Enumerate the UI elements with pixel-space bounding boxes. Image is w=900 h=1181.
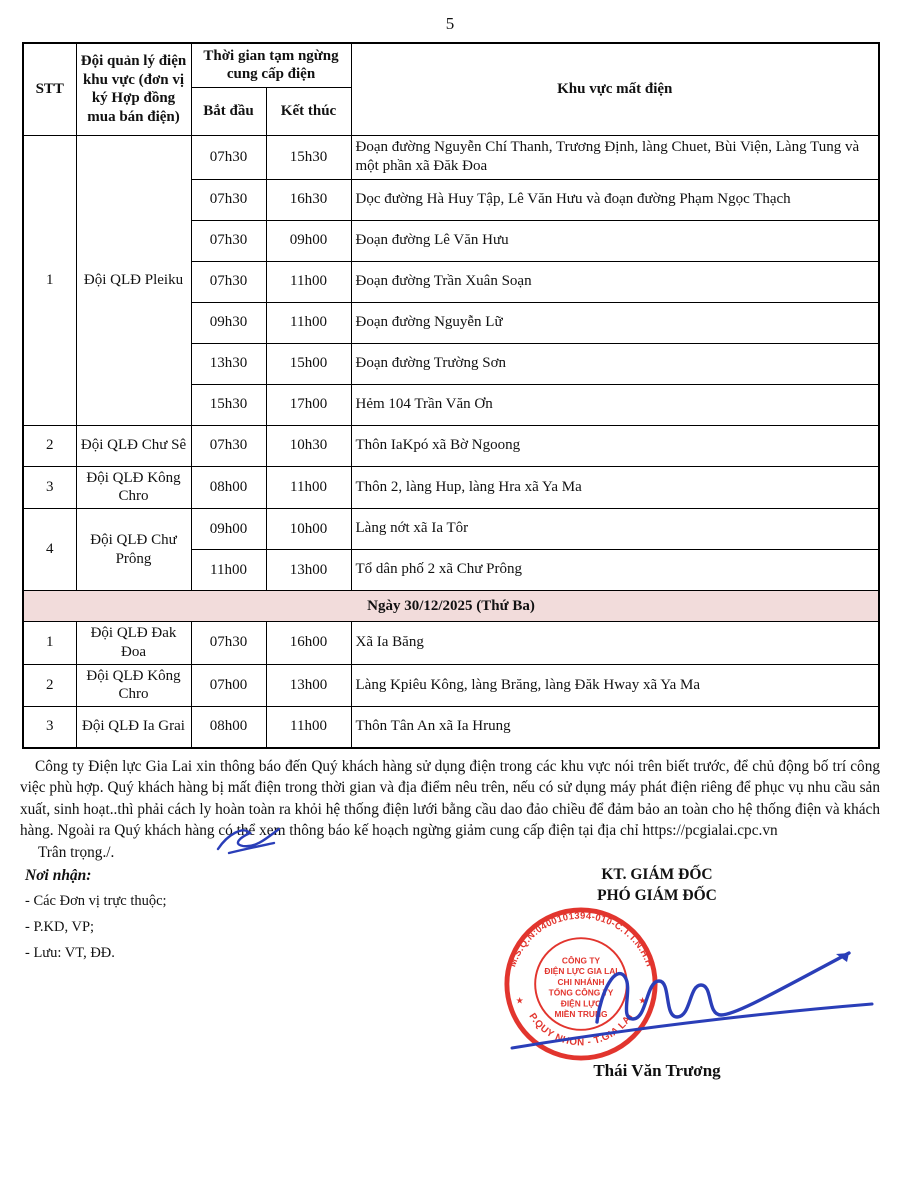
start-time-cell: 07h30	[191, 261, 266, 302]
area-cell: Thôn 2, làng Hup, làng Hra xã Ya Ma	[351, 466, 879, 509]
stt-cell: 1	[23, 622, 76, 665]
stamp-star-right: ★	[638, 995, 647, 1006]
outage-schedule-table	[22, 42, 880, 749]
start-time-cell: 09h30	[191, 302, 266, 343]
stt-cell: 1	[23, 135, 76, 425]
table-row	[23, 135, 879, 179]
start-time-cell: 07h00	[191, 664, 266, 707]
stt-cell: 4	[23, 509, 76, 591]
end-time-cell: 15h00	[266, 343, 351, 384]
area-cell: Tổ dân phố 2 xã Chư Prông	[351, 550, 879, 591]
start-time-cell: 07h30	[191, 220, 266, 261]
table-row	[23, 509, 879, 550]
area-cell: Đoạn đường Nguyễn Chí Thanh, Trương Định, làng Chuet, Bùi Viện, Làng Tung và một phần xã Đăk Đoa	[351, 135, 879, 179]
svg-text:ĐIỆN LỰC: ĐIỆN LỰC	[560, 998, 602, 1009]
area-cell: Đoạn đường Lê Văn Hưu	[351, 220, 879, 261]
signer-position-2: PHÓ GIÁM ĐỐC	[597, 887, 717, 905]
date-header-row	[23, 591, 879, 622]
signer-position-1: KT. GIÁM ĐỐC	[601, 866, 713, 884]
unit-cell: Đội QLĐ Chư Sê	[76, 425, 191, 466]
end-time-cell: 09h00	[266, 220, 351, 261]
table-header	[23, 43, 879, 135]
table-row	[23, 622, 879, 665]
stt-cell: 3	[23, 466, 76, 509]
svg-text:CHI NHÁNH: CHI NHÁNH	[557, 977, 605, 988]
svg-text:TỔNG CÔNG TY: TỔNG CÔNG TY	[548, 988, 614, 999]
initials-scribble-icon	[210, 822, 300, 858]
start-time-cell: 07h30	[191, 179, 266, 220]
area-cell: Thôn IaKpó xã Bờ Ngoong	[351, 425, 879, 466]
start-time-cell: 07h30	[191, 425, 266, 466]
unit-cell: Đội QLĐ Kông Chro	[76, 664, 191, 707]
recipients-title: Nơi nhận:	[25, 867, 92, 885]
page-number: 5	[445, 14, 455, 33]
start-time-cell: 15h30	[191, 384, 266, 425]
area-cell: Xã Ia Băng	[351, 622, 879, 665]
area-cell: Đoạn đường Trần Xuân Soạn	[351, 261, 879, 302]
start-time-cell: 09h00	[191, 509, 266, 550]
end-time-cell: 16h30	[266, 179, 351, 220]
end-time-cell: 13h00	[266, 550, 351, 591]
area-cell: Làng Kpiêu Kông, làng Brăng, làng Đăk Hway xã Ya Ma	[351, 664, 879, 707]
notice-paragraph: Công ty Điện lực Gia Lai xin thông báo đến Quý khách hàng sử dụng điện trong các khu vực nói trên biết trước, để chủ động bố trí công việc phù hợp. Quý khách hàng bị mất điện trong thời gian và địa điểm nêu trên, nếu có sử dụng máy phát điện riêng để phục vụ nhu cầu sản xuất, sinh hoạt..thì phải cách ly hoàn toàn ra khỏi hệ thống điện lưới bằng cầu dao đảo chiều để đảm bảo an toàn cho hệ thống điện và khách hàng. Ngoài ra Quý khách hàng có thể xem thông báo kế hoạch ngừng giảm cung cấp điện tại địa chỉ https://pcgialai.cpc.vn	[20, 757, 880, 840]
area-cell: Làng nớt xã Ia Tôr	[351, 509, 879, 550]
area-cell: Đoạn đường Nguyễn Lữ	[351, 302, 879, 343]
header-start: Bắt đầu	[191, 87, 266, 135]
stamp-ring-bottom-text: P.QUY NHON - T.GIA LAI	[526, 1011, 636, 1049]
recipient-item: - Lưu: VT, ĐĐ.	[25, 945, 115, 962]
end-time-cell: 11h00	[266, 707, 351, 748]
table-row	[23, 466, 879, 509]
start-time-cell: 08h00	[191, 466, 266, 509]
table-row	[23, 664, 879, 707]
area-cell: Đoạn đường Trường Sơn	[351, 343, 879, 384]
notice-block	[20, 756, 880, 864]
unit-cell: Đội QLĐ Kông Chro	[76, 466, 191, 509]
unit-cell: Đội QLĐ Pleiku	[76, 135, 191, 425]
unit-cell: Đội QLĐ Chư Prông	[76, 509, 191, 591]
end-time-cell: 11h00	[266, 261, 351, 302]
end-time-cell: 10h00	[266, 509, 351, 550]
table-row	[23, 425, 879, 466]
footer	[0, 863, 900, 1181]
end-time-cell: 10h30	[266, 425, 351, 466]
svg-text:ĐIỆN LỰC GIA LAI: ĐIỆN LỰC GIA LAI	[544, 966, 618, 977]
area-cell: Dọc đường Hà Huy Tập, Lê Văn Hưu và đoạn đường Phạm Ngọc Thạch	[351, 179, 879, 220]
header-end: Kết thúc	[266, 87, 351, 135]
end-time-cell: 11h00	[266, 302, 351, 343]
date-header-cell: Ngày 30/12/2025 (Thứ Ba)	[23, 591, 879, 622]
end-time-cell: 16h00	[266, 622, 351, 665]
header-area: Khu vực mất điện	[351, 43, 879, 135]
stamp-ring-top-text: M.S.Q.N:0400101394-010-C.T.T.N.H.H	[507, 911, 655, 969]
signer-name: Thái Văn Trương	[593, 1061, 721, 1081]
end-time-cell: 11h00	[266, 466, 351, 509]
svg-text:MIỀN TRUNG: MIỀN TRUNG	[554, 1009, 608, 1020]
header-stt: STT	[23, 43, 76, 135]
area-cell: Hẻm 104 Trần Văn Ơn	[351, 384, 879, 425]
recipient-item: - P.KD, VP;	[25, 919, 95, 936]
table-row	[23, 707, 879, 748]
unit-cell: Đội QLĐ Ia Grai	[76, 707, 191, 748]
start-time-cell: 07h30	[191, 135, 266, 179]
stt-cell: 3	[23, 707, 76, 748]
start-time-cell: 07h30	[191, 622, 266, 665]
end-time-cell: 13h00	[266, 664, 351, 707]
stamp-star-left: ★	[515, 995, 524, 1006]
header-time: Thời gian tạm ngừng cung cấp điện	[191, 43, 351, 87]
end-time-cell: 17h00	[266, 384, 351, 425]
start-time-cell: 11h00	[191, 550, 266, 591]
recipients-block	[25, 867, 167, 971]
notice-closing: Trân trọng./.	[38, 843, 115, 861]
unit-cell: Đội QLĐ Đak Đoa	[76, 622, 191, 665]
area-cell: Thôn Tân An xã Ia Hrung	[351, 707, 879, 748]
director-signature-icon	[500, 928, 880, 1058]
start-time-cell: 13h30	[191, 343, 266, 384]
signature-titles	[532, 864, 782, 906]
svg-text:CÔNG TY: CÔNG TY	[561, 955, 601, 966]
start-time-cell: 08h00	[191, 707, 266, 748]
outage-table-body	[23, 135, 879, 748]
end-time-cell: 15h30	[266, 135, 351, 179]
header-unit: Đội quản lý điện khu vực (đơn vị ký Hợp đồng mua bán điện)	[76, 43, 191, 135]
recipient-item: - Các Đơn vị trực thuộc;	[25, 893, 167, 910]
stt-cell: 2	[23, 425, 76, 466]
stt-cell: 2	[23, 664, 76, 707]
